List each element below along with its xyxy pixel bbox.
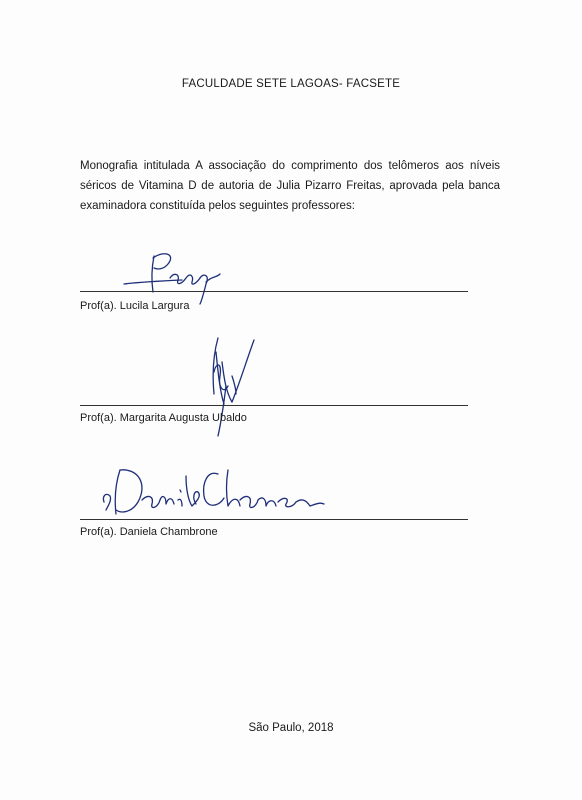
signatory-name-3: Prof(a). Daniela Chambrone xyxy=(80,526,218,538)
signature-line-3 xyxy=(80,519,468,520)
signatory-name-1: Prof(a). Lucila Largura xyxy=(80,300,190,312)
signature-line-2 xyxy=(80,405,468,406)
signature-line-1 xyxy=(80,291,468,292)
signature-block-2 xyxy=(80,332,470,432)
handwritten-signature-1 xyxy=(120,248,280,308)
institution-title: FACULDADE SETE LAGOAS- FACSETE xyxy=(181,78,401,90)
handwritten-signature-3 xyxy=(98,456,348,526)
signature-block-1 xyxy=(80,248,470,318)
intro-paragraph: Monografia intitulada A associação do comprimento dos telômeros aos níveis séricos de Vitamina D de autoria de Julia Pizarro Freitas, aprovada pela banca examinadora constituída pelos seguintes professores: xyxy=(80,160,500,212)
signature-block-3 xyxy=(80,456,470,546)
signatory-name-2: Prof(a). Margarita Augusta Ubaldo xyxy=(80,412,247,424)
handwritten-signature-2 xyxy=(202,332,282,442)
place-and-date: São Paulo, 2018 xyxy=(248,722,334,734)
